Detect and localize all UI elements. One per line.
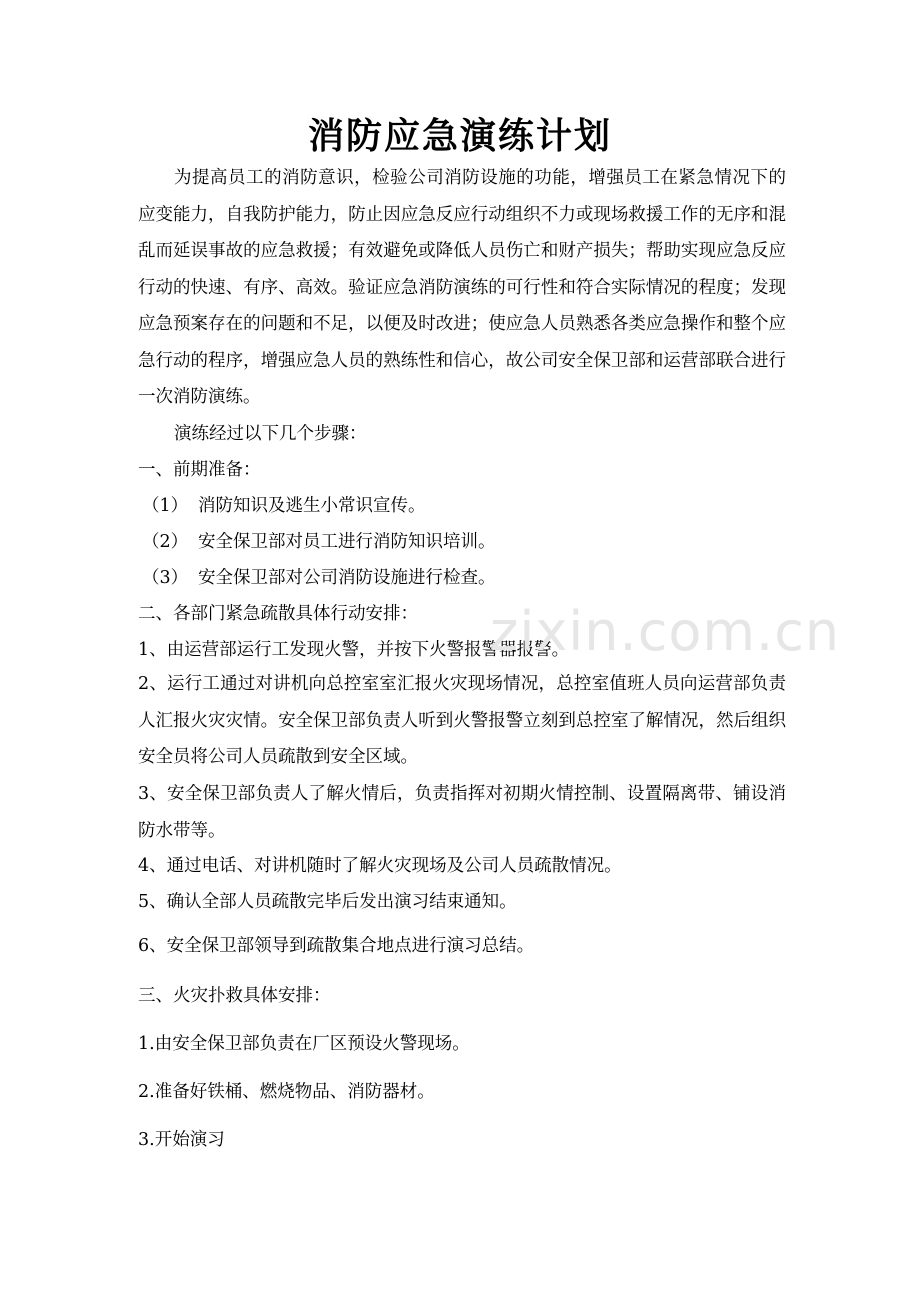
section2-heading: 二、各部门紧急疏散具体行动安排： bbox=[138, 604, 418, 624]
list-item: 3.开始演习 bbox=[138, 1130, 225, 1150]
list-item: 6、安全保卫部领导到疏散集合地点进行演习总结。 bbox=[138, 936, 535, 956]
list-item: 2、运行工通过对讲机向总控室室汇报火灾现场情况，总控室值班人员向运营部负责人汇报火灾灾情。安全保卫部负责人听到火警报警立刻到总控室了解情况，然后组织安全员将公司人员疏散到安全区域。 bbox=[138, 674, 786, 767]
list-item: 1.由安全保卫部负责在厂区预设火警现场。 bbox=[138, 1034, 470, 1054]
list-item: 1、由运营部运行工发现火警，并按下火警报警器报警。 bbox=[138, 640, 570, 660]
watermark: zixin.com.cn bbox=[490, 600, 841, 663]
item-text: 安全保卫部对公司消防设施进行检查。 bbox=[198, 568, 496, 588]
document-title: 消防应急演练计划 bbox=[307, 115, 612, 157]
steps-intro: 演练经过以下几个步骤： bbox=[174, 424, 367, 444]
section3-heading: 三、火灾扑救具体安排： bbox=[138, 986, 331, 1006]
item-number: （2） bbox=[142, 532, 189, 552]
list-item bbox=[142, 564, 790, 589]
item-number: （1） bbox=[142, 496, 189, 516]
list-item bbox=[142, 492, 790, 517]
list-item: 3、安全保卫部负责人了解火情后，负责指挥对初期火情控制、设置隔离带、铺设消防水带等。 bbox=[138, 784, 786, 841]
section1-heading: 一、前期准备： bbox=[138, 460, 261, 480]
list-item: 5、确认全部人员疏散完毕后发出演习结束通知。 bbox=[138, 892, 517, 912]
list-item: 4、通过电话、对讲机随时了解火灾现场及公司人员疏散情况。 bbox=[138, 856, 622, 876]
list-item bbox=[142, 528, 790, 553]
intro-paragraph: 为提高员工的消防意识，检验公司消防设施的功能，增强员工在紧急情况下的应变能力，自我防护能力，防止因应急反应行动组织不力或现场救援工作的无序和混乱而延误事故的应急救援；有效避免或降低人员伤亡和财产损失；帮助实现应急反应行动的快速、有序、高效。验证应急消防演练的可行性和符合实际情况的程度；发现应急预案存在的问题和不足，以便及时改进；使应急人员熟悉各类应急操作和整个应急行动的程序，增强应急人员的熟练性和信心，故公司安全保卫部和运营部联合进行一次消防演练。 bbox=[138, 168, 786, 407]
item-text: 安全保卫部对员工进行消防知识培训。 bbox=[198, 532, 496, 552]
item-number: （3） bbox=[142, 568, 189, 588]
list-item: 2.准备好铁桶、燃烧物品、消防器材。 bbox=[138, 1082, 435, 1102]
item-text: 消防知识及逃生小常识宣传。 bbox=[198, 496, 426, 516]
